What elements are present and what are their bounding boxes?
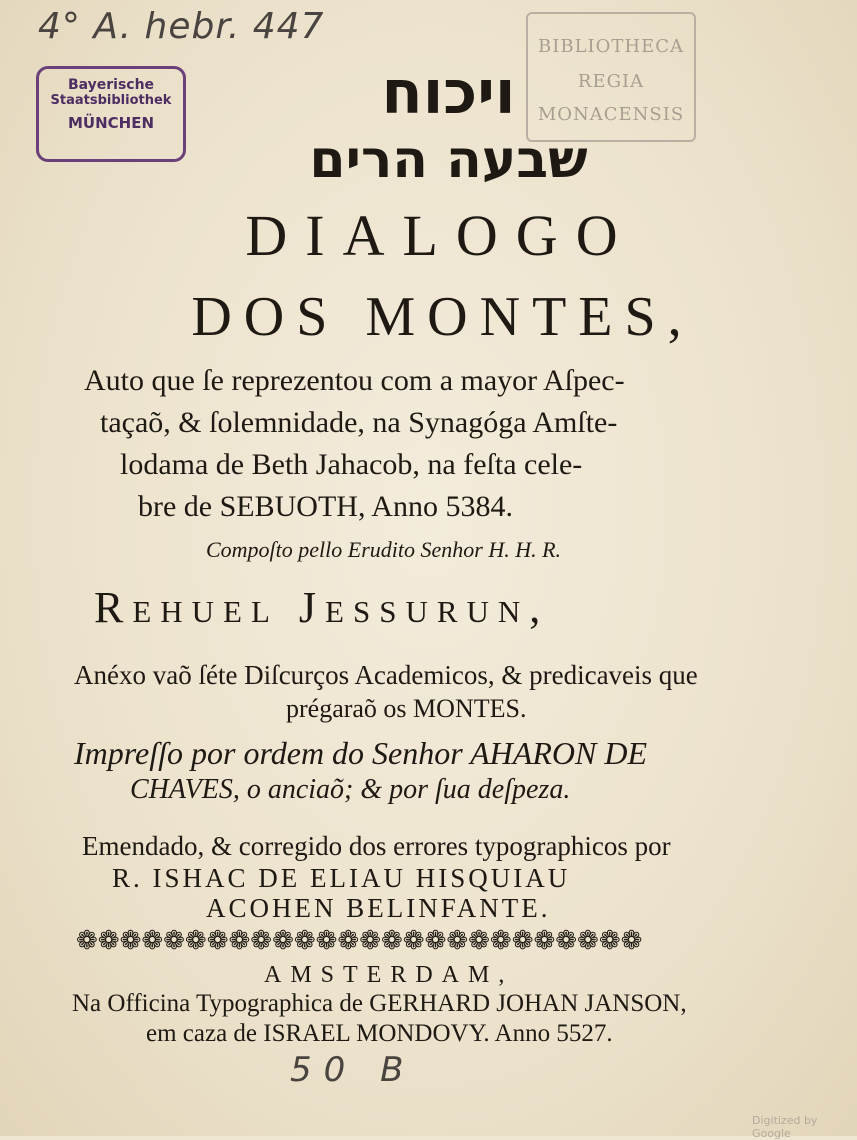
stamp-line: MÜNCHEN <box>67 114 155 132</box>
description-line: Auto que ſe reprezentou com a mayor Aſpec- <box>84 364 625 397</box>
edition-line: R. ISHAC DE ELIAU HISQUIAU <box>112 863 571 893</box>
annex-line: prégaraõ os MONTES. <box>286 694 527 723</box>
printing-line: Impreſſo por ordem do Senhor AHARON DE <box>74 735 647 771</box>
description-line: lodama de Beth Jahacob, na feſta cele- <box>120 448 583 481</box>
imprint-city: AMSTERDAM, <box>264 962 514 988</box>
digitization-watermark: Digitized by Google <box>752 1114 818 1140</box>
stamp-line: BIBLIOTHECA <box>538 36 684 57</box>
printing-line: CHAVES, o anciaõ; & por ſua deſpeza. <box>130 774 571 805</box>
stamp-line: Staatsbibliothek <box>50 93 172 108</box>
stamp-line: MONACENSIS <box>537 104 685 125</box>
edition-line: ACOHEN BELINFANTE. <box>206 893 551 923</box>
stamp-line: REGIA <box>577 71 645 92</box>
description-line: taçaõ, & ſolemnidade, na Synagóga Amſte- <box>100 406 618 439</box>
handwritten-note: 50 B <box>290 1050 416 1090</box>
edition-line: Emendado, & corregido dos errores typographicos por <box>82 831 671 861</box>
annex-line: Anéxo vaõ ſéte Diſcurços Academicos, & predicaveis que <box>74 660 698 690</box>
main-title-line2: DOS MONTES, <box>191 286 694 348</box>
ornament-rule: ❁❁❁❁❁❁❁❁❁❁❁❁❁❁❁❁❁❁❁❁❁❁❁❁❁❁ <box>76 926 643 955</box>
author-intro: Compoſto pello Erudito Senhor H. H. R. <box>206 537 562 562</box>
imprint-location: em caza de ISRAEL MONDOVY. Anno 5527. <box>146 1020 613 1047</box>
shelfmark-handwritten: 4° A. hebr. 447 <box>38 6 325 47</box>
author-name: Rehuel Jessurun, <box>94 583 550 632</box>
description-line: bre de SEBUOTH, Anno 5384. <box>138 490 513 523</box>
imprint-printer: Na Officina Typographica de GERHARD JOHAN JANSON, <box>72 990 687 1017</box>
hebrew-title-line2: שבעה הרים <box>309 130 588 190</box>
main-title-line1: DIALOGO <box>245 203 636 268</box>
hebrew-title-line1: ויכוח <box>381 58 516 128</box>
stamp-line: Bayerische <box>67 77 155 93</box>
